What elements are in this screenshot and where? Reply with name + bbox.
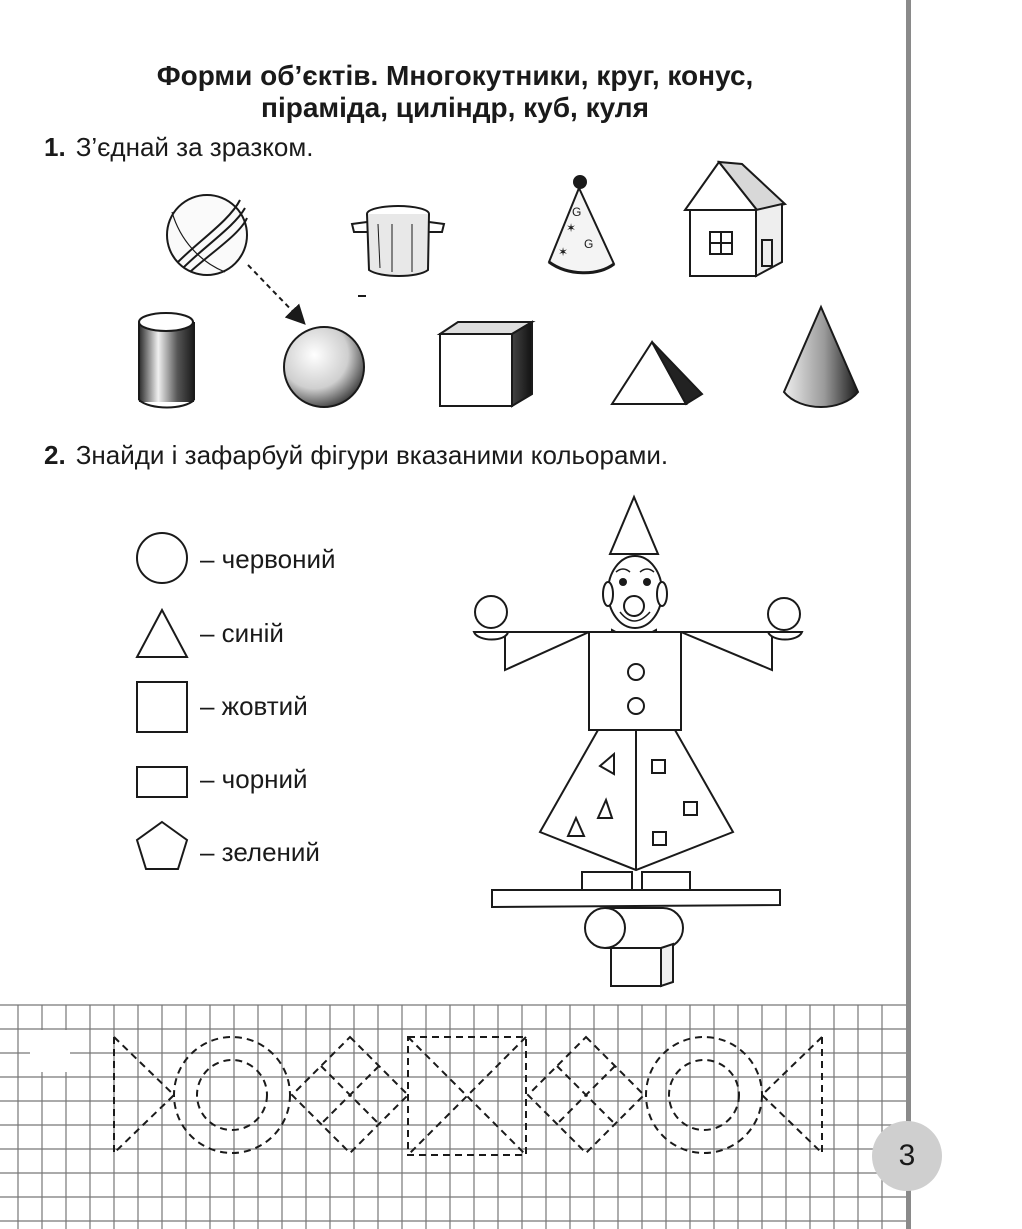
- svg-text:✶: ✶: [558, 245, 569, 259]
- svg-text:G: G: [572, 205, 582, 219]
- page-number-badge: [872, 1121, 942, 1191]
- house-icon: [685, 162, 785, 276]
- pot-icon: [352, 206, 444, 296]
- cube-icon: [440, 322, 532, 406]
- legend-label-blue: – синій: [200, 618, 284, 648]
- task-1-instruction: З’єднай за зразком.: [75, 132, 314, 162]
- task-1-number: 1.: [44, 132, 66, 162]
- legend-pentagon-icon: [137, 822, 187, 869]
- svg-text:✶: ✶: [566, 221, 577, 235]
- clown-figure: [474, 497, 802, 986]
- party-hat-icon: [549, 176, 614, 273]
- legend-rectangle-icon: [137, 767, 187, 797]
- cylinder-icon: [139, 313, 194, 408]
- page-title-line-1: Форми об’єктів. Многокутники, круг, конус,: [156, 60, 754, 91]
- page-title-line-2: піраміда, циліндр, куб, куля: [261, 92, 649, 123]
- ball-icon: [167, 195, 247, 275]
- legend-square-icon: [137, 682, 187, 732]
- tracing-pattern: [114, 1037, 822, 1155]
- task-2-number: 2.: [44, 440, 66, 470]
- cone-icon: [784, 307, 858, 407]
- legend-label-green: – зелений: [200, 837, 320, 867]
- page-number: 3: [898, 1139, 916, 1172]
- example-arrow: [248, 265, 303, 322]
- legend-label-black: – чорний: [200, 764, 308, 794]
- sphere-icon: [284, 327, 364, 407]
- legend-label-red: – червоний: [200, 544, 336, 574]
- pyramid-icon: [612, 342, 702, 404]
- task-2-instruction: Знайди і зафарбуй фігури вказаними кольорами.: [75, 440, 669, 470]
- squared-grid: [0, 1005, 906, 1229]
- svg-text:G: G: [584, 237, 594, 251]
- legend-circle-icon: [137, 533, 187, 583]
- legend-triangle-icon: [137, 610, 187, 657]
- legend-label-yellow: – жовтий: [200, 691, 308, 721]
